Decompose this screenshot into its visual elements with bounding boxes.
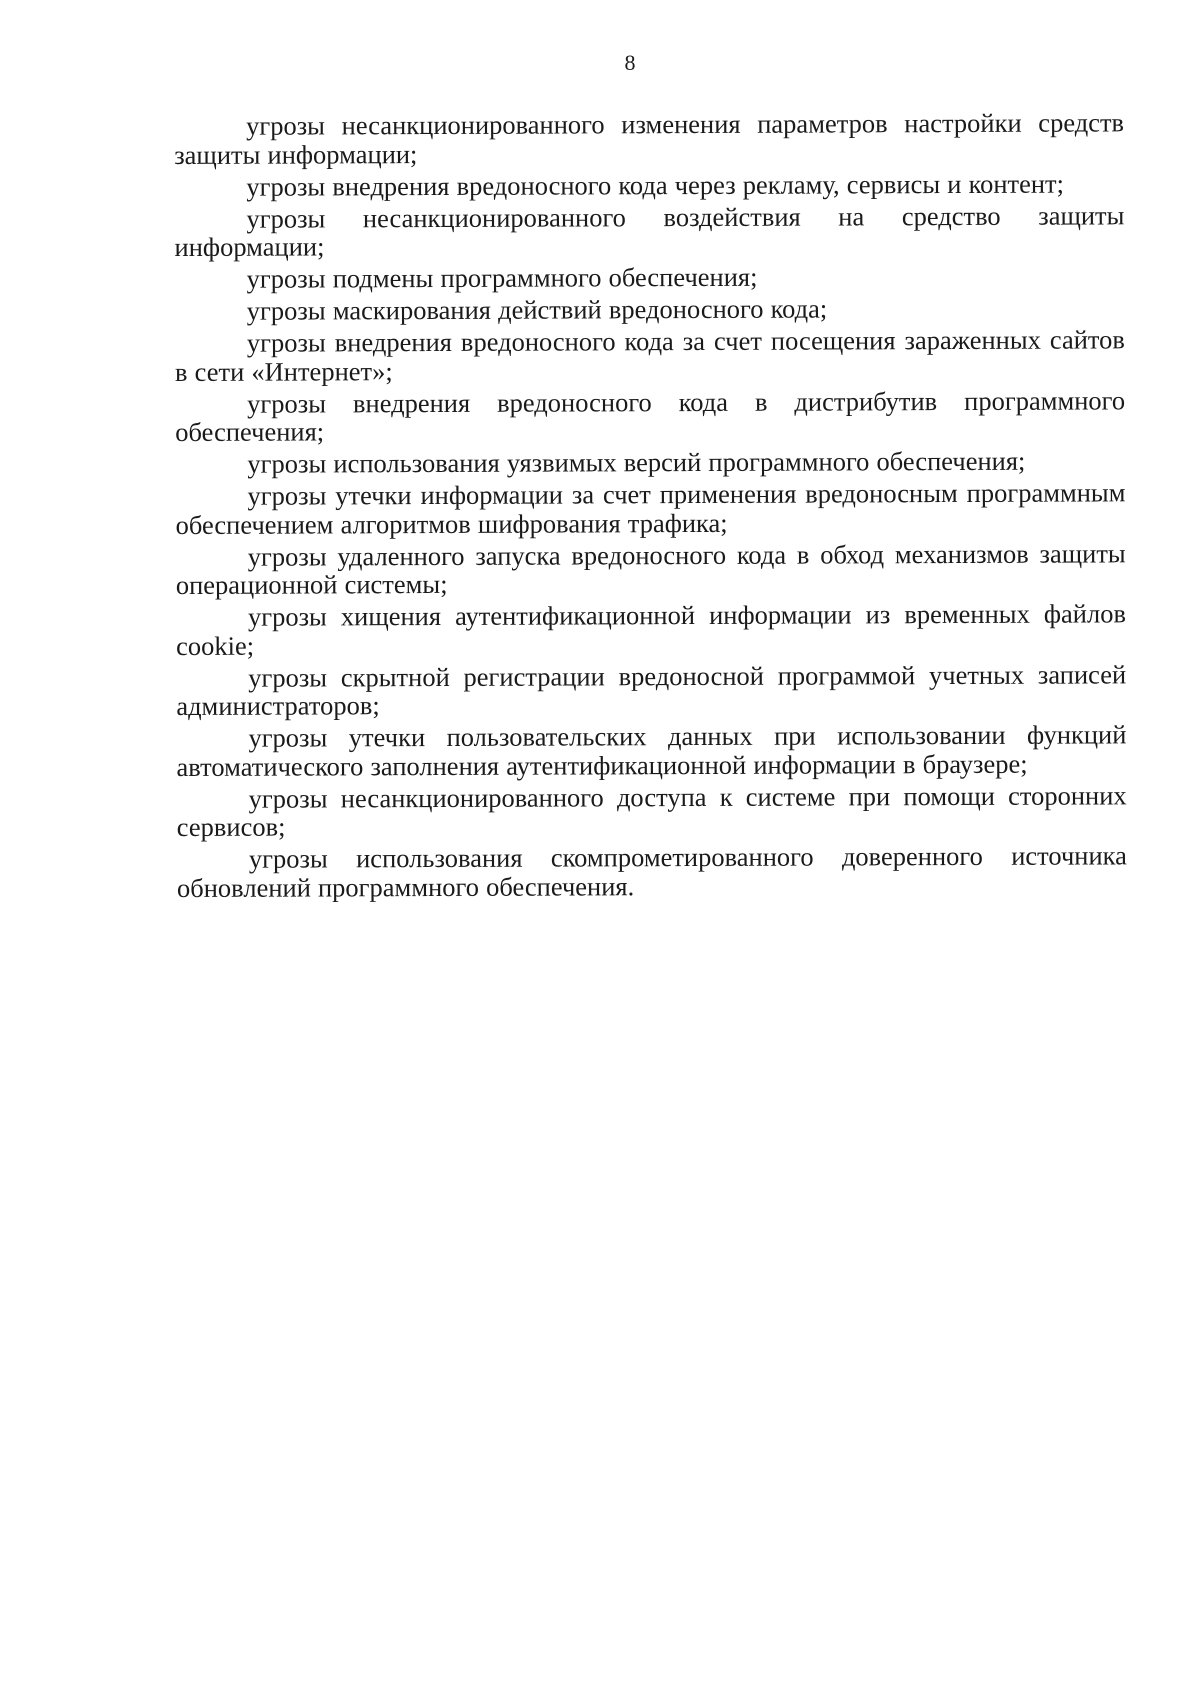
list-item: угрозы маскирования действий вредоносного кода;: [246, 293, 828, 326]
list-item: угрозы внедрения вредоносного кода за счет посещения зараженных сайтов в сети «Интернет»;: [174, 324, 1125, 387]
list-item: угрозы несанкционированного доступа к системе при помощи сторонних сервисов;: [176, 779, 1127, 842]
threat-list: [174, 108, 1127, 905]
list-item: угрозы несанкционированного изменения параметров настройки средств защиты информации;: [174, 107, 1125, 170]
list-item: угрозы скрытной регистрации вредоносной программой учетных записей администраторов;: [176, 658, 1127, 721]
list-item: угрозы использования скомпрометированного доверенного источника обновлений программного обеспечения.: [176, 840, 1127, 903]
list-item: угрозы использования уязвимых версий программного обеспечения;: [247, 445, 1026, 479]
list-item: угрозы внедрения вредоносного кода в дистрибутив программного обеспечения;: [175, 384, 1126, 447]
list-item: угрозы подмены программного обеспечения;: [246, 261, 758, 294]
list-item: угрозы утечки пользовательских данных при использовании функций автоматического заполнения аутентификационной информации в браузере;: [176, 719, 1127, 782]
list-item: угрозы внедрения вредоносного кода через рекламу, сервисы и контент;: [246, 168, 1065, 202]
list-item: угрозы утечки информации за счет применения вредоносным программным обеспечением алгоритмов шифрования трафика;: [175, 477, 1126, 540]
page-number: 8: [624, 50, 636, 75]
list-item: угрозы удаленного запуска вредоносного кода в обход механизмов защиты операционной системы;: [175, 537, 1126, 600]
list-item: угрозы несанкционированного воздействия на средство защиты информации;: [174, 199, 1125, 262]
list-item: угрозы хищения аутентификационной информации из временных файлов cookie;: [175, 598, 1126, 661]
